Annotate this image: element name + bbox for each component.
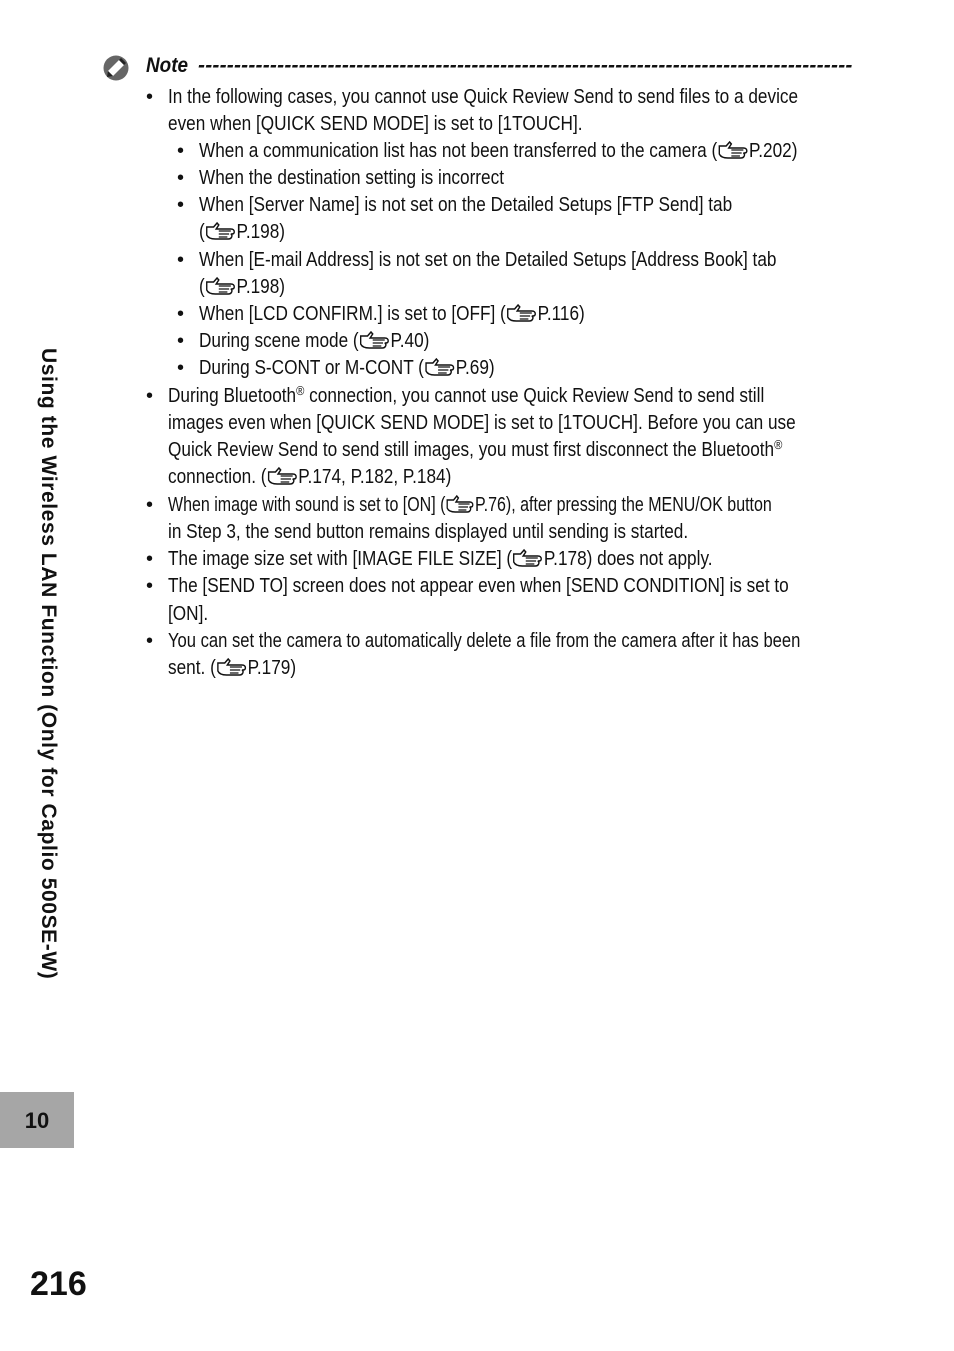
sub-item-text: During scene mode ( P.40)	[199, 330, 430, 352]
list-item-text: in Step 3, the send button remains displayed until sending is started.	[168, 521, 689, 543]
sub-item-text: ( P.198)	[199, 221, 286, 243]
sub-bullet: •	[177, 140, 185, 162]
page-reference-icon	[216, 657, 247, 677]
list-item-text: sent. ( P.179)	[168, 657, 297, 679]
list-item-text: The [SEND TO] screen does not appear even when [SEND CONDITION] is set to	[168, 575, 789, 597]
bullet: •	[146, 575, 154, 597]
page-reference-icon	[506, 303, 537, 323]
sub-item-text: When [Server Name] is not set on the Detailed Setups [FTP Send] tab	[199, 194, 733, 216]
chapter-side-title: Using the Wireless LAN Function (Only for Caplio 500SE-W)	[37, 348, 60, 980]
sub-bullet: •	[177, 330, 185, 352]
sub-item-text: When the destination setting is incorrect	[199, 167, 504, 189]
page-reference-icon	[359, 330, 390, 350]
sub-item-text: When [E-mail Address] is not set on the Detailed Setups [Address Book] tab	[199, 249, 777, 271]
sub-item-text: During S-CONT or M-CONT ( P.69)	[199, 357, 495, 379]
page-reference-icon	[205, 276, 236, 296]
list-item-text: In the following cases, you cannot use Quick Review Send to send files to a device	[168, 86, 799, 108]
sub-item-text: When [LCD CONFIRM.] is set to [OFF] ( P.116)	[199, 303, 585, 325]
sub-bullet: •	[177, 249, 185, 271]
sub-bullet: •	[177, 167, 185, 189]
page-reference-icon	[445, 494, 474, 514]
page-reference-icon	[205, 221, 236, 241]
page-number: 216	[30, 1265, 87, 1303]
list-item-text: You can set the camera to automatically delete a file from the camera after it has been	[168, 630, 801, 652]
list-item-text: images even when [QUICK SEND MODE] is set to [1TOUCH]. Before you can use	[168, 412, 796, 434]
list-item-text: connection. ( P.174, P.182, P.184)	[168, 466, 452, 488]
list-item-text: When image with sound is set to [ON] ( P.76), after pressing the MENU/OK button	[168, 494, 772, 516]
sub-bullet: •	[177, 194, 185, 216]
list-item-text: The image size set with [IMAGE FILE SIZE] ( P.178) does not apply.	[168, 548, 713, 570]
note-divider: -------------------------------------------------------------------------------------------	[198, 54, 853, 77]
page-reference-icon	[266, 466, 297, 486]
list-item-text: Quick Review Send to send still images, you must first disconnect the Bluetooth®	[168, 437, 783, 461]
sub-item-text: ( P.198)	[199, 276, 286, 298]
bullet: •	[146, 494, 154, 516]
sub-bullet: •	[177, 357, 185, 379]
page-reference-icon	[717, 140, 748, 160]
bullet: •	[146, 630, 154, 652]
sub-bullet: •	[177, 303, 185, 325]
list-item-text: During Bluetooth® connection, you cannot use Quick Review Send to send still	[168, 383, 765, 407]
chapter-number: 10	[24, 1108, 50, 1133]
chapter-tab	[0, 1092, 74, 1148]
list-item-text: [ON].	[168, 603, 209, 625]
note-title: Note	[146, 54, 189, 77]
list-item-text: even when [QUICK SEND MODE] is set to [1TOUCH].	[168, 113, 583, 135]
sub-item-text: When a communication list has not been transferred to the camera ( P.202)	[199, 140, 798, 162]
bullet: •	[146, 86, 154, 108]
bullet: •	[146, 385, 154, 407]
page-reference-icon	[512, 548, 543, 568]
bullet: •	[146, 548, 154, 570]
page-reference-icon	[424, 357, 455, 377]
